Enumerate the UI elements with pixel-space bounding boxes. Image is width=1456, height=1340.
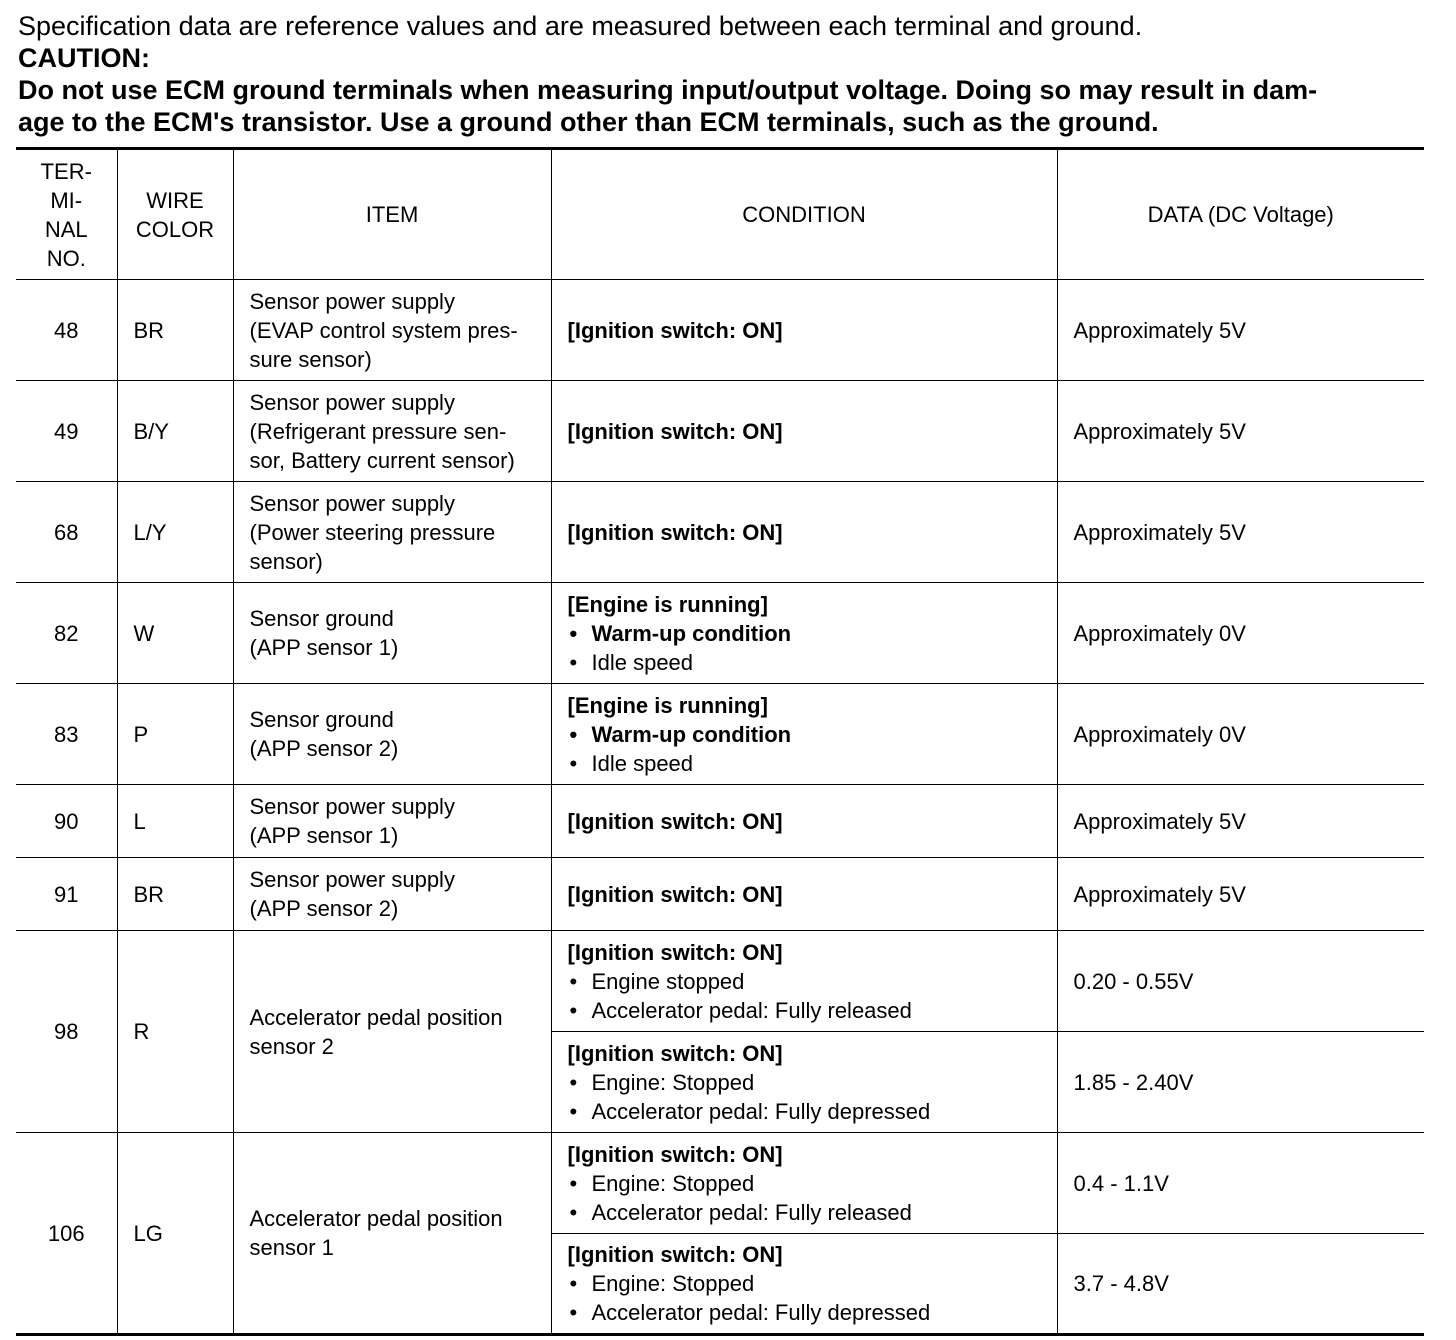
item-cell bbox=[233, 1133, 551, 1335]
wire-color: L bbox=[117, 785, 233, 858]
terminal-no: 48 bbox=[16, 280, 117, 381]
condition-bullet: • Accelerator pedal: Fully depressed bbox=[568, 1298, 1041, 1327]
data-cell: Approximately 0V bbox=[1057, 684, 1424, 785]
condition-heading: [Engine is running] bbox=[567, 591, 768, 617]
terminal-no: 98 bbox=[16, 931, 117, 1133]
item-cell bbox=[233, 684, 551, 785]
condition-heading: [Ignition switch: ON] bbox=[567, 1141, 783, 1167]
terminal-no: 90 bbox=[16, 785, 117, 858]
condition-bullet: • Idle speed bbox=[568, 648, 1041, 677]
terminal-no: 91 bbox=[16, 858, 117, 931]
data-header: DATA (DC Voltage) bbox=[1057, 149, 1424, 280]
table-row bbox=[16, 280, 1424, 381]
condition-heading: [Ignition switch: ON] bbox=[567, 1040, 783, 1066]
wire-color: LG bbox=[117, 1133, 233, 1335]
wire-color: R bbox=[117, 931, 233, 1133]
item-line: Sensor power supply bbox=[249, 490, 455, 516]
condition-bullet: • Warm-up condition bbox=[568, 720, 1041, 749]
condition-cell bbox=[551, 785, 1057, 858]
wire-color: BR bbox=[117, 280, 233, 381]
item-line: Sensor power supply bbox=[249, 867, 455, 892]
spec-note: Specification data are reference values and are measured between each terminal and ground. bbox=[18, 11, 1143, 41]
wire-color-header bbox=[117, 149, 233, 280]
item-line: sensor 1 bbox=[249, 1235, 334, 1260]
item-line: (APP sensor 2) bbox=[249, 896, 399, 921]
condition-bullet: • Engine: Stopped bbox=[568, 1068, 1041, 1097]
terminal-no: 49 bbox=[16, 381, 117, 482]
caution-line: Do not use ECM ground terminals when measuring input/output voltage. Doing so may result in dam- bbox=[18, 75, 1318, 105]
item-line: (APP sensor 2) bbox=[249, 736, 399, 761]
condition-bullet: • Accelerator pedal: Fully released bbox=[568, 1198, 1041, 1227]
header-line: MI- bbox=[50, 187, 83, 213]
table-row bbox=[16, 482, 1424, 583]
condition-heading: [Ignition switch: ON] bbox=[567, 881, 783, 907]
item-header: ITEM bbox=[233, 149, 551, 280]
data-cell: 0.20 - 0.55V bbox=[1057, 931, 1424, 1032]
wire-color: W bbox=[117, 583, 233, 684]
table-row bbox=[16, 1133, 1424, 1234]
caution-title: CAUTION: bbox=[18, 43, 150, 73]
item-cell bbox=[233, 785, 551, 858]
data-cell: Approximately 5V bbox=[1057, 280, 1424, 381]
condition-cell bbox=[551, 381, 1057, 482]
condition-cell bbox=[551, 1133, 1057, 1234]
wire-color: P bbox=[117, 684, 233, 785]
condition-cell bbox=[551, 280, 1057, 381]
table-row bbox=[16, 785, 1424, 858]
condition-heading: [Ignition switch: ON] bbox=[567, 1242, 783, 1267]
condition-heading: [Ignition switch: ON] bbox=[567, 808, 783, 834]
item-line: (APP sensor 1) bbox=[249, 635, 399, 660]
item-cell bbox=[233, 482, 551, 583]
item-line: sensor) bbox=[249, 548, 323, 574]
item-cell bbox=[233, 858, 551, 931]
caution-line: age to the ECM's transistor. Use a ground other than ECM terminals, such as the ground. bbox=[18, 107, 1159, 137]
condition-heading: [Ignition switch: ON] bbox=[567, 418, 783, 444]
item-line: Accelerator pedal position bbox=[249, 1004, 503, 1030]
data-cell: 3.7 - 4.8V bbox=[1057, 1234, 1424, 1335]
item-line: (Power steering pressure bbox=[249, 519, 496, 545]
condition-heading: [Engine is running] bbox=[567, 692, 768, 718]
item-line: Accelerator pedal position bbox=[249, 1206, 503, 1231]
terminal-no: 82 bbox=[16, 583, 117, 684]
data-cell: Approximately 5V bbox=[1057, 381, 1424, 482]
wire-color: B/Y bbox=[117, 381, 233, 482]
table-row bbox=[16, 858, 1424, 931]
table-row bbox=[16, 931, 1424, 1032]
item-line: (Refrigerant pressure sen- bbox=[249, 418, 507, 444]
item-cell bbox=[233, 280, 551, 381]
terminal-no: 106 bbox=[16, 1133, 117, 1335]
condition-cell bbox=[551, 931, 1057, 1032]
item-line: Sensor ground bbox=[249, 606, 394, 631]
item-line: (EVAP control system pres- bbox=[249, 317, 518, 343]
item-line: sensor 2 bbox=[249, 1033, 334, 1059]
item-cell bbox=[233, 931, 551, 1133]
terminal-no: 83 bbox=[16, 684, 117, 785]
terminal-header bbox=[16, 149, 117, 280]
condition-bullet: • Idle speed bbox=[568, 749, 1041, 778]
condition-bullet: • Accelerator pedal: Fully depressed bbox=[568, 1097, 1041, 1126]
header-line: NO. bbox=[46, 245, 86, 271]
condition-bullet: • Accelerator pedal: Fully released bbox=[568, 996, 1041, 1025]
item-line: sor, Battery current sensor) bbox=[249, 447, 515, 473]
item-line: (APP sensor 1) bbox=[249, 823, 399, 848]
condition-bullet: • Engine: Stopped bbox=[568, 1269, 1041, 1298]
table-row bbox=[16, 684, 1424, 785]
data-cell: Approximately 5V bbox=[1057, 785, 1424, 858]
condition-cell bbox=[551, 858, 1057, 931]
terminal-no: 68 bbox=[16, 482, 117, 583]
condition-heading: [Ignition switch: ON] bbox=[567, 317, 783, 343]
header-line: WIRE bbox=[146, 187, 204, 213]
data-cell: Approximately 5V bbox=[1057, 858, 1424, 931]
condition-cell bbox=[551, 684, 1057, 785]
header-line: COLOR bbox=[135, 216, 215, 242]
data-cell: 1.85 - 2.40V bbox=[1057, 1032, 1424, 1133]
condition-bullet: • Warm-up condition bbox=[568, 619, 1041, 648]
item-line: Sensor power supply bbox=[249, 389, 455, 415]
data-cell: 0.4 - 1.1V bbox=[1057, 1133, 1424, 1234]
item-line: Sensor power supply bbox=[249, 288, 455, 314]
item-cell bbox=[233, 583, 551, 684]
condition-bullet: • Engine: Stopped bbox=[568, 1169, 1041, 1198]
condition-bullet: • Engine stopped bbox=[568, 967, 1041, 996]
condition-heading: [Ignition switch: ON] bbox=[567, 939, 783, 965]
condition-cell bbox=[551, 482, 1057, 583]
item-cell bbox=[233, 381, 551, 482]
table-row bbox=[16, 583, 1424, 684]
header-line: TER- bbox=[40, 158, 92, 184]
condition-cell bbox=[551, 583, 1057, 684]
data-cell: Approximately 0V bbox=[1057, 583, 1424, 684]
item-line: Sensor power supply bbox=[249, 794, 455, 819]
caution-text bbox=[18, 74, 1428, 138]
condition-cell bbox=[551, 1032, 1057, 1133]
wire-color: BR bbox=[117, 858, 233, 931]
condition-cell bbox=[551, 1234, 1057, 1335]
header-row bbox=[16, 149, 1424, 280]
table-row bbox=[16, 381, 1424, 482]
wire-color: L/Y bbox=[117, 482, 233, 583]
condition-header: CONDITION bbox=[551, 149, 1057, 280]
intro-section bbox=[18, 10, 1428, 138]
ecm-terminal-table bbox=[16, 147, 1424, 1336]
item-line: Sensor ground bbox=[249, 707, 394, 732]
header-line: NAL bbox=[44, 216, 88, 242]
condition-heading: [Ignition switch: ON] bbox=[567, 519, 783, 545]
data-cell: Approximately 5V bbox=[1057, 482, 1424, 583]
item-line: sure sensor) bbox=[249, 346, 372, 372]
